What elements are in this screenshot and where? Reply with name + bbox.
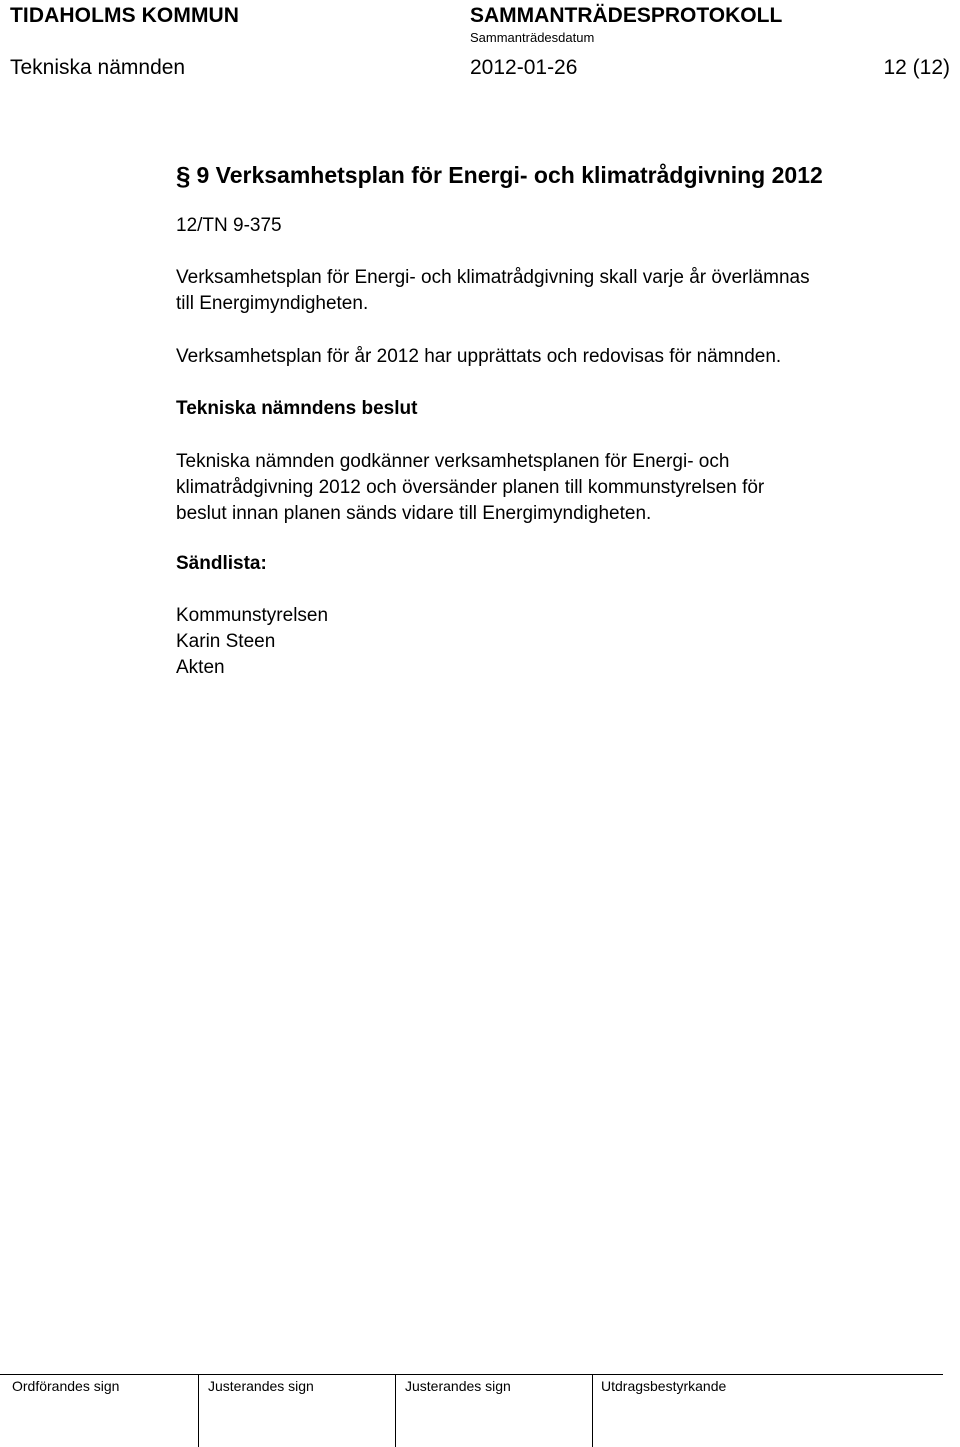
sendlist [176,603,328,681]
sendlist-item: Akten [176,657,225,678]
meeting-date-label: Sammanträdesdatum [470,30,595,45]
paragraph-status: Verksamhetsplan för år 2012 har upprättats och redovisas för nämnden. [176,346,782,367]
page-number: 12 (12) [883,56,950,79]
paragraph-line: Verksamhetsplan för Energi- och klimatrådgivning skall varje år överlämnas [176,267,810,288]
footer-divider [0,1374,943,1375]
sendlist-item: Kommunstyrelsen [176,605,329,626]
paragraph-background [176,265,810,317]
decision-text [176,449,764,527]
signature-adjuster-label: Justerandes sign [405,1378,511,1394]
decision-line: klimatrådgivning 2012 och översänder planen till kommunstyrelsen för [176,477,765,498]
footer-box-divider [198,1374,199,1447]
decision-line: Tekniska nämnden godkänner verksamhetsplanen för Energi- och [176,451,730,472]
signature-adjuster-label: Justerandes sign [208,1378,314,1394]
decision-heading: Tekniska nämndens beslut [176,398,418,419]
footer-box-divider [592,1374,593,1447]
case-number: 12/TN 9-375 [176,215,282,236]
section-title [176,162,823,193]
committee-name: Tekniska nämnden [10,56,186,79]
document-type: SAMMANTRÄDESPROTOKOLL [470,4,783,27]
paragraph-line: till Energimyndigheten. [176,293,369,314]
meeting-date: 2012-01-26 [470,56,578,79]
decision-line: beslut innan planen sänds vidare till Energimyndigheten. [176,503,652,524]
section-symbol: § [176,161,191,191]
sendlist-heading: Sändlista: [176,553,267,574]
signature-certification-label: Utdragsbestyrkande [601,1378,727,1394]
signature-chair-label: Ordförandes sign [12,1378,120,1394]
municipality-name: TIDAHOLMS KOMMUN [10,4,240,27]
footer-box-divider [395,1374,396,1447]
section-title-text: 9 Verksamhetsplan för Energi- och klimatrådgivning 2012 [196,162,823,188]
sendlist-item: Karin Steen [176,631,276,652]
